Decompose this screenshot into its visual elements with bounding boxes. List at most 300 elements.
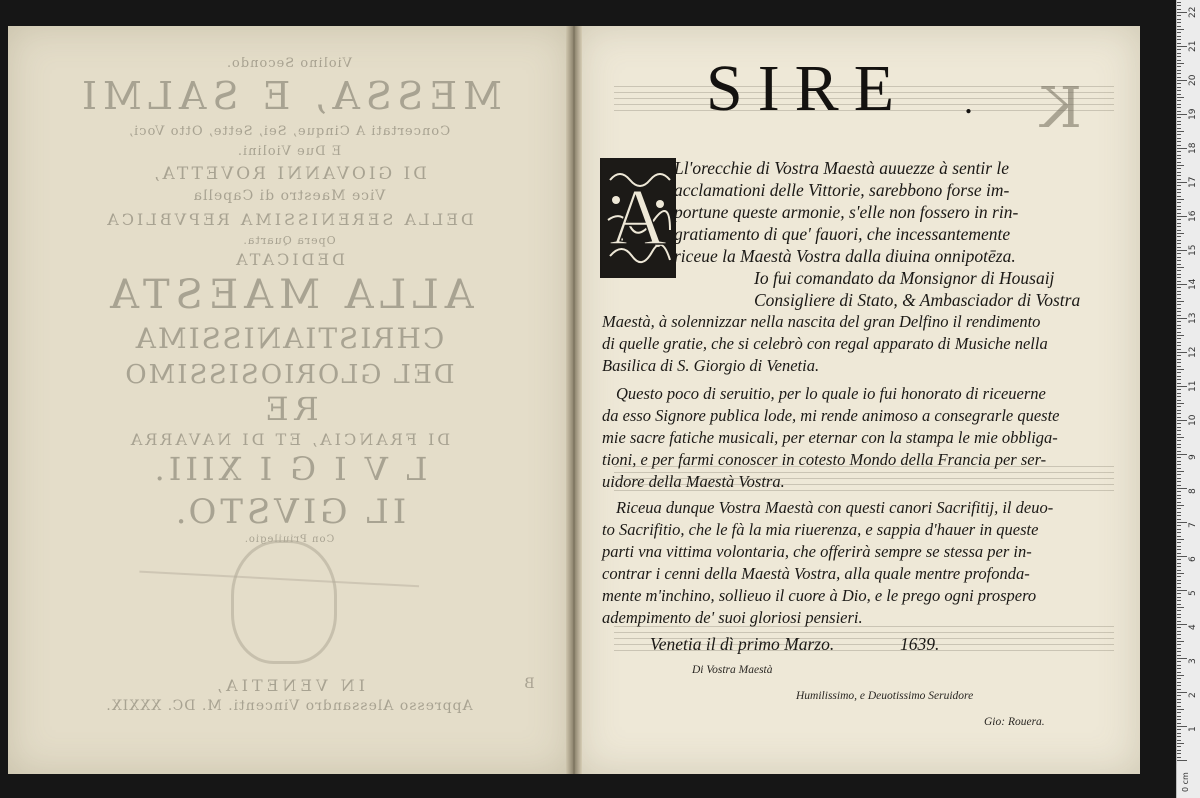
ruler-minor-tick (1177, 689, 1181, 690)
text-line: mie sacre fatiche musicali, per eternar con la stampa le mie obbliga- (602, 428, 1058, 447)
ruler-minor-tick (1177, 151, 1181, 152)
text-line: gratiamento di que' fauori, che incessantemente (674, 224, 1011, 244)
ruler-minor-tick (1177, 430, 1181, 431)
ruler-minor-tick (1177, 260, 1181, 261)
ruler-number: 15 (1188, 244, 1198, 256)
ruler-minor-tick (1177, 362, 1181, 363)
ruler-minor-tick (1177, 553, 1181, 554)
ruler-minor-tick (1177, 498, 1181, 499)
bleed-line: DELLA SERENISSIMA REPVBLICA (104, 210, 474, 229)
ruler-minor-tick (1177, 175, 1181, 176)
decorated-initial (600, 158, 676, 278)
page-title-dot: . (964, 81, 973, 121)
ruler-minor-tick (1177, 138, 1181, 139)
ruler-minor-tick (1177, 22, 1181, 23)
ruler-number: 16 (1188, 210, 1198, 222)
ruler-minor-tick (1177, 505, 1184, 506)
ruler-minor-tick (1177, 301, 1184, 302)
ruler-minor-tick (1177, 270, 1181, 271)
ruler-minor-tick (1177, 427, 1181, 428)
ruler-minor-tick (1177, 315, 1181, 316)
ruler-minor-tick (1177, 573, 1184, 574)
ruler-minor-tick (1177, 508, 1181, 509)
ruler-minor-tick (1177, 417, 1181, 418)
foliate-initial-icon (602, 160, 674, 276)
ruler-minor-tick (1177, 304, 1181, 305)
ruler-minor-tick (1177, 641, 1184, 642)
ruler-minor-tick (1177, 338, 1181, 339)
signature: Gio: Rouera. (984, 716, 1045, 728)
left-page (8, 26, 570, 774)
ruler-minor-tick (1177, 502, 1181, 503)
text-line: di quelle gratie, che si celebrò con regal apparato di Musiche nella (602, 334, 1048, 353)
dateline: Venetia il dì primo Marzo. (650, 634, 835, 654)
bleed-line: Concertati A Cinque, Sei, Sette, Otto Voci, (127, 124, 451, 139)
ruler-major-tick (1177, 148, 1187, 149)
ruler-major-tick (1177, 556, 1187, 557)
ruler-number: 8 (1188, 488, 1198, 494)
ruler-minor-tick (1177, 189, 1181, 190)
ruler-minor-tick (1177, 328, 1181, 329)
ruler-minor-tick (1177, 597, 1181, 598)
ruler-minor-tick (1177, 478, 1181, 479)
ruler-minor-tick (1177, 335, 1184, 336)
bleed-line: Vice Maestro di Capella (192, 188, 386, 204)
ruler-minor-tick (1177, 695, 1181, 696)
ruler-minor-tick (1177, 121, 1181, 122)
ruler-major-tick (1177, 352, 1187, 353)
ruler-minor-tick (1177, 648, 1181, 649)
ruler-minor-tick (1177, 740, 1181, 741)
ruler-number: 2 (1188, 692, 1198, 698)
ruler-minor-tick (1177, 332, 1181, 333)
ruler-minor-tick (1177, 434, 1181, 435)
bleed-line: Con Priuilegio. (243, 534, 335, 545)
ruler-minor-tick (1177, 168, 1181, 169)
ruler-minor-tick (1177, 542, 1181, 543)
ruler-minor-tick (1177, 83, 1181, 84)
text-line: Questo poco di seruitio, per lo quale io fui honorato di riceuerne (616, 384, 1046, 403)
bleed-line: E Due Violini. (236, 144, 342, 159)
ruler-major-tick (1177, 386, 1187, 387)
ruler-minor-tick (1177, 56, 1181, 57)
ruler-minor-tick (1177, 359, 1181, 360)
bleed-line: DEL GLORIOSISSIMO (123, 360, 455, 390)
ruler-minor-tick (1177, 733, 1181, 734)
ruler-minor-tick (1177, 141, 1181, 142)
ruler-minor-tick (1177, 257, 1181, 258)
ruler-minor-tick (1177, 15, 1181, 16)
ruler-minor-tick (1177, 94, 1181, 95)
ruler-minor-tick (1177, 376, 1181, 377)
ruler-minor-tick (1177, 512, 1181, 513)
ruler-number: 3 (1188, 658, 1198, 664)
ruler-number: 18 (1188, 142, 1198, 154)
ruler-minor-tick (1177, 743, 1184, 744)
ruler-minor-tick (1177, 457, 1181, 458)
ruler-minor-tick (1177, 53, 1181, 54)
ruler-minor-tick (1177, 716, 1181, 717)
text-line: Basilica di S. Giorgio di Venetia. (602, 356, 820, 375)
ruler-minor-tick (1177, 206, 1181, 207)
text-line: Io fui comandato da Monsignor di Housaij (754, 268, 1055, 288)
ruler-minor-tick (1177, 471, 1184, 472)
ruler-major-tick (1177, 12, 1187, 13)
ruler-minor-tick (1177, 372, 1181, 373)
ruler-major-tick (1177, 46, 1187, 47)
ruler-minor-tick (1177, 379, 1181, 380)
ruler-minor-tick (1177, 5, 1181, 6)
ruler-minor-tick (1177, 9, 1181, 10)
ruler-minor-tick (1177, 485, 1181, 486)
ruler-minor-tick (1177, 264, 1181, 265)
ruler-minor-tick (1177, 213, 1181, 214)
ruler-minor-tick (1177, 393, 1181, 394)
ruler-minor-tick (1177, 162, 1181, 163)
ruler-minor-tick (1177, 532, 1181, 533)
ruler-minor-tick (1177, 236, 1181, 237)
text-line: Ll'orecchie di Vostra Maestà auuezze à sentir le (674, 158, 1010, 178)
ruler-minor-tick (1177, 627, 1181, 628)
ruler-minor-tick (1177, 617, 1181, 618)
ruler-minor-tick (1177, 100, 1181, 101)
ruler-minor-tick (1177, 63, 1184, 64)
ruler-minor-tick (1177, 515, 1181, 516)
ruler-minor-tick (1177, 2, 1181, 3)
ruler-minor-tick (1177, 736, 1181, 737)
ruler-minor-tick (1177, 104, 1181, 105)
ruler-minor-tick (1177, 383, 1181, 384)
bleed-line: CHRISTIANISSIMA (133, 322, 445, 355)
ruler-minor-tick (1177, 219, 1181, 220)
text-line: da esso Signore publica lode, mi rende animoso a consegrarle queste (602, 406, 1060, 425)
ruler-minor-tick (1177, 539, 1184, 540)
bleed-line: ALLA MAESTA (104, 272, 474, 318)
ruler-number: 1 (1188, 726, 1198, 732)
ruler-minor-tick (1177, 165, 1184, 166)
ruler-minor-tick (1177, 60, 1181, 61)
text-line: Maestà, à solennizzar nella nascita del gran Delfino il rendimento (602, 312, 1041, 331)
ruler-minor-tick (1177, 43, 1181, 44)
ruler-minor-tick (1177, 145, 1181, 146)
ruler-minor-tick (1177, 49, 1181, 50)
ruler-minor-tick (1177, 311, 1181, 312)
ruler-minor-tick (1177, 128, 1181, 129)
bleed-line: IN VENETIA, (213, 676, 365, 695)
ruler-minor-tick (1177, 192, 1181, 193)
ruler-minor-tick (1177, 604, 1181, 605)
ruler-minor-tick (1177, 179, 1181, 180)
ruler-major-tick (1177, 420, 1187, 421)
dateline-year: 1639. (900, 634, 940, 654)
ruler-minor-tick (1177, 468, 1181, 469)
text-line: adempimento de' suoi gloriosi pensieri. (602, 608, 863, 627)
ruler-major-tick (1177, 284, 1187, 285)
ruler-major-tick (1177, 760, 1187, 761)
bleed-line: DI GIOVANNI ROVETTA, (151, 164, 427, 184)
ruler-minor-tick (1177, 706, 1181, 707)
text-line: contrar i cenni della Maestà Vostra, alla quale mentre profonda- (602, 564, 1030, 583)
ruler-minor-tick (1177, 610, 1181, 611)
ruler-major-tick (1177, 454, 1187, 455)
ruler-minor-tick (1177, 32, 1181, 33)
scale-ruler (1176, 0, 1200, 798)
text-line: tioni, e per farmi conoscer in cotesto Mondo della Francia per ser- (602, 450, 1047, 469)
ruler-major-tick (1177, 658, 1187, 659)
ruler-minor-tick (1177, 753, 1181, 754)
ruler-number: 13 (1188, 312, 1198, 324)
ruler-minor-tick (1177, 583, 1181, 584)
ruler-minor-tick (1177, 240, 1181, 241)
ruler-major-tick (1177, 522, 1187, 523)
ruler-minor-tick (1177, 570, 1181, 571)
text-line: Riceua dunque Vostra Maestà con questi canori Sacrifitij, il deuo- (616, 498, 1054, 517)
text-line: uidore della Maestà Vostra. (602, 472, 785, 491)
ruler-number: 22 (1188, 6, 1198, 18)
ruler-minor-tick (1177, 546, 1181, 547)
ruler-minor-tick (1177, 719, 1181, 720)
ruler-minor-tick (1177, 444, 1181, 445)
ruler-number: 5 (1188, 590, 1198, 596)
ruler-minor-tick (1177, 729, 1181, 730)
ruler-minor-tick (1177, 440, 1181, 441)
ruler-number: 11 (1188, 380, 1198, 392)
ruler-minor-tick (1177, 682, 1181, 683)
ruler-minor-tick (1177, 580, 1181, 581)
ruler-minor-tick (1177, 29, 1184, 30)
ruler-number: 9 (1188, 454, 1198, 460)
bleed-line: Appresso Alessandro Vincenti. M. DC. XXXIX. (105, 698, 473, 714)
ruler-minor-tick (1177, 536, 1181, 537)
ruler-minor-tick (1177, 134, 1181, 135)
bleed-line: Violino Secondo. (226, 56, 352, 71)
ruler-minor-tick (1177, 655, 1181, 656)
ruler-minor-tick (1177, 87, 1181, 88)
ruler-major-tick (1177, 216, 1187, 217)
ruler-minor-tick (1177, 661, 1181, 662)
ruler-minor-tick (1177, 345, 1181, 346)
ruler-minor-tick (1177, 107, 1181, 108)
bleed-line: DI FRANCIA, ET DI NAVARRA (127, 430, 451, 449)
bleed-line: Opera Quarta. (242, 234, 336, 247)
ruler-minor-tick (1177, 124, 1181, 125)
ruler-minor-tick (1177, 253, 1181, 254)
ruler-number: 17 (1188, 176, 1198, 188)
ruler-minor-tick (1177, 600, 1181, 601)
ruler-minor-tick (1177, 155, 1181, 156)
ruler-minor-tick (1177, 226, 1181, 227)
ruler-minor-tick (1177, 26, 1181, 27)
ruler-minor-tick (1177, 369, 1184, 370)
ruler-minor-tick (1177, 294, 1181, 295)
ruler-minor-tick (1177, 117, 1181, 118)
ruler-number: 21 (1188, 40, 1198, 52)
ruler-minor-tick (1177, 757, 1181, 758)
ruler-minor-tick (1177, 644, 1181, 645)
ruler-minor-tick (1177, 185, 1181, 186)
ruler-minor-tick (1177, 638, 1181, 639)
ruler-minor-tick (1177, 77, 1181, 78)
ruler-number: 10 (1188, 414, 1198, 426)
ruler-minor-tick (1177, 97, 1184, 98)
ruler-minor-tick (1177, 529, 1181, 530)
ruler-minor-tick (1177, 678, 1181, 679)
ruler-minor-tick (1177, 672, 1181, 673)
ruler-minor-tick (1177, 614, 1181, 615)
ruler-minor-tick (1177, 651, 1181, 652)
ruler-number: 12 (1188, 346, 1198, 358)
ruler-minor-tick (1177, 131, 1184, 132)
ruler-minor-tick (1177, 525, 1181, 526)
ruler-major-tick (1177, 726, 1187, 727)
ruler-number: 19 (1188, 108, 1198, 120)
ruler-minor-tick (1177, 668, 1181, 669)
closing-line: Di Vostra Maestà (692, 664, 773, 676)
ruler-minor-tick (1177, 39, 1181, 40)
ruler-minor-tick (1177, 291, 1181, 292)
ruler-minor-tick (1177, 90, 1181, 91)
ruler-minor-tick (1177, 199, 1184, 200)
ruler-major-tick (1177, 488, 1187, 489)
ruler-minor-tick (1177, 342, 1181, 343)
book-gutter (566, 26, 582, 774)
ruler-major-tick (1177, 624, 1187, 625)
ruler-minor-tick (1177, 243, 1181, 244)
printer-mark-bleed (231, 540, 337, 664)
ruler-minor-tick (1177, 70, 1181, 71)
ruler-minor-tick (1177, 593, 1181, 594)
ruler-minor-tick (1177, 281, 1181, 282)
bleed-line: RE (259, 390, 319, 428)
ruler-minor-tick (1177, 298, 1181, 299)
ruler-minor-tick (1177, 709, 1184, 710)
ruler-major-tick (1177, 182, 1187, 183)
ruler-minor-tick (1177, 410, 1181, 411)
ruler-minor-tick (1177, 621, 1181, 622)
ruler-minor-tick (1177, 172, 1181, 173)
text-line: to Sacrifitio, che le fà la mia riuerenza, e sappia d'hauer in queste (602, 520, 1039, 539)
ruler-minor-tick (1177, 723, 1181, 724)
ruler-minor-tick (1177, 712, 1181, 713)
ruler-minor-tick (1177, 746, 1181, 747)
ruler-minor-tick (1177, 587, 1181, 588)
ruler-minor-tick (1177, 196, 1181, 197)
ruler-minor-tick (1177, 223, 1181, 224)
ruler-minor-tick (1177, 423, 1181, 424)
text-line: Consigliere di Stato, & Ambasciador di Vostra (754, 290, 1081, 310)
ruler-minor-tick (1177, 321, 1181, 322)
ruler-minor-tick (1177, 451, 1181, 452)
ruler-minor-tick (1177, 447, 1181, 448)
ruler-minor-tick (1177, 349, 1181, 350)
ruler-minor-tick (1177, 699, 1181, 700)
ruler-minor-tick (1177, 481, 1181, 482)
ruler-number: 4 (1188, 624, 1198, 630)
ruler-minor-tick (1177, 403, 1184, 404)
ruler-minor-tick (1177, 675, 1184, 676)
ruler-minor-tick (1177, 702, 1181, 703)
ruler-major-tick (1177, 590, 1187, 591)
ruler-minor-tick (1177, 634, 1181, 635)
ruler-minor-tick (1177, 396, 1181, 397)
ruler-number: 7 (1188, 522, 1198, 528)
bleed-line: MESSA, E SALMI (75, 74, 503, 118)
ruler-minor-tick (1177, 325, 1181, 326)
right-page (578, 26, 1140, 774)
ruler-minor-tick (1177, 158, 1181, 159)
ruler-minor-tick (1177, 491, 1181, 492)
ruler-minor-tick (1177, 66, 1181, 67)
ruler-minor-tick (1177, 230, 1181, 231)
ruler-minor-tick (1177, 495, 1181, 496)
ruler-minor-tick (1177, 308, 1181, 309)
ruler-minor-tick (1177, 400, 1181, 401)
bleed-line: DEDICATA (233, 250, 345, 269)
ruler-minor-tick (1177, 202, 1181, 203)
ruler-minor-tick (1177, 36, 1181, 37)
ruler-minor-tick (1177, 267, 1184, 268)
ruler-minor-tick (1177, 413, 1181, 414)
ruler-minor-tick (1177, 233, 1184, 234)
ruler-minor-tick (1177, 685, 1181, 686)
bleed-line: IL GIVSTO. (171, 492, 407, 532)
show-through-letter: K (1040, 76, 1082, 141)
ruler-major-tick (1177, 114, 1187, 115)
ruler-minor-tick (1177, 464, 1181, 465)
ruler-major-tick (1177, 692, 1187, 693)
ruler-minor-tick (1177, 566, 1181, 567)
ruler-minor-tick (1177, 73, 1181, 74)
ruler-minor-tick (1177, 576, 1181, 577)
bleed-corner-mark: B (523, 676, 535, 692)
ruler-major-tick (1177, 318, 1187, 319)
ruler-minor-tick (1177, 631, 1181, 632)
ruler-minor-tick (1177, 607, 1184, 608)
ruler-minor-tick (1177, 461, 1181, 462)
ruler-minor-tick (1177, 549, 1181, 550)
ruler-minor-tick (1177, 277, 1181, 278)
text-line: mente m'inchino, sollieuo il cuore à Dio, e le prego ogni prospero (602, 586, 1037, 605)
ruler-minor-tick (1177, 559, 1181, 560)
ruler-minor-tick (1177, 111, 1181, 112)
ruler-major-tick (1177, 250, 1187, 251)
servant-line: Humilissimo, e Deuotissimo Seruidore (796, 690, 974, 702)
ruler-major-tick (1177, 80, 1187, 81)
bleed-line: L V I G I XIII. (150, 450, 428, 488)
ruler-minor-tick (1177, 563, 1181, 564)
ruler-minor-tick (1177, 406, 1181, 407)
ruler-minor-tick (1177, 389, 1181, 390)
ruler-minor-tick (1177, 355, 1181, 356)
text-line: riceue la Maestà Vostra dalla diuina onnipotēza. (674, 246, 1016, 266)
ruler-minor-tick (1177, 19, 1181, 20)
ruler-number: 20 (1188, 74, 1198, 86)
ruler-minor-tick (1177, 247, 1181, 248)
ruler-minor-tick (1177, 209, 1181, 210)
ruler-number: 6 (1188, 556, 1198, 562)
ruler-number: 14 (1188, 278, 1198, 290)
ruler-minor-tick (1177, 474, 1181, 475)
ruler-minor-tick (1177, 274, 1181, 275)
ruler-minor-tick (1177, 437, 1184, 438)
ruler-minor-tick (1177, 750, 1181, 751)
page-title: SIRE (706, 52, 910, 125)
ruler-minor-tick (1177, 287, 1181, 288)
ruler-minor-tick (1177, 519, 1181, 520)
text-line: portune queste armonie, s'elle non fossero in rin- (674, 202, 1019, 222)
bleed-through-title-page (8, 26, 570, 774)
ruler-minor-tick (1177, 665, 1181, 666)
